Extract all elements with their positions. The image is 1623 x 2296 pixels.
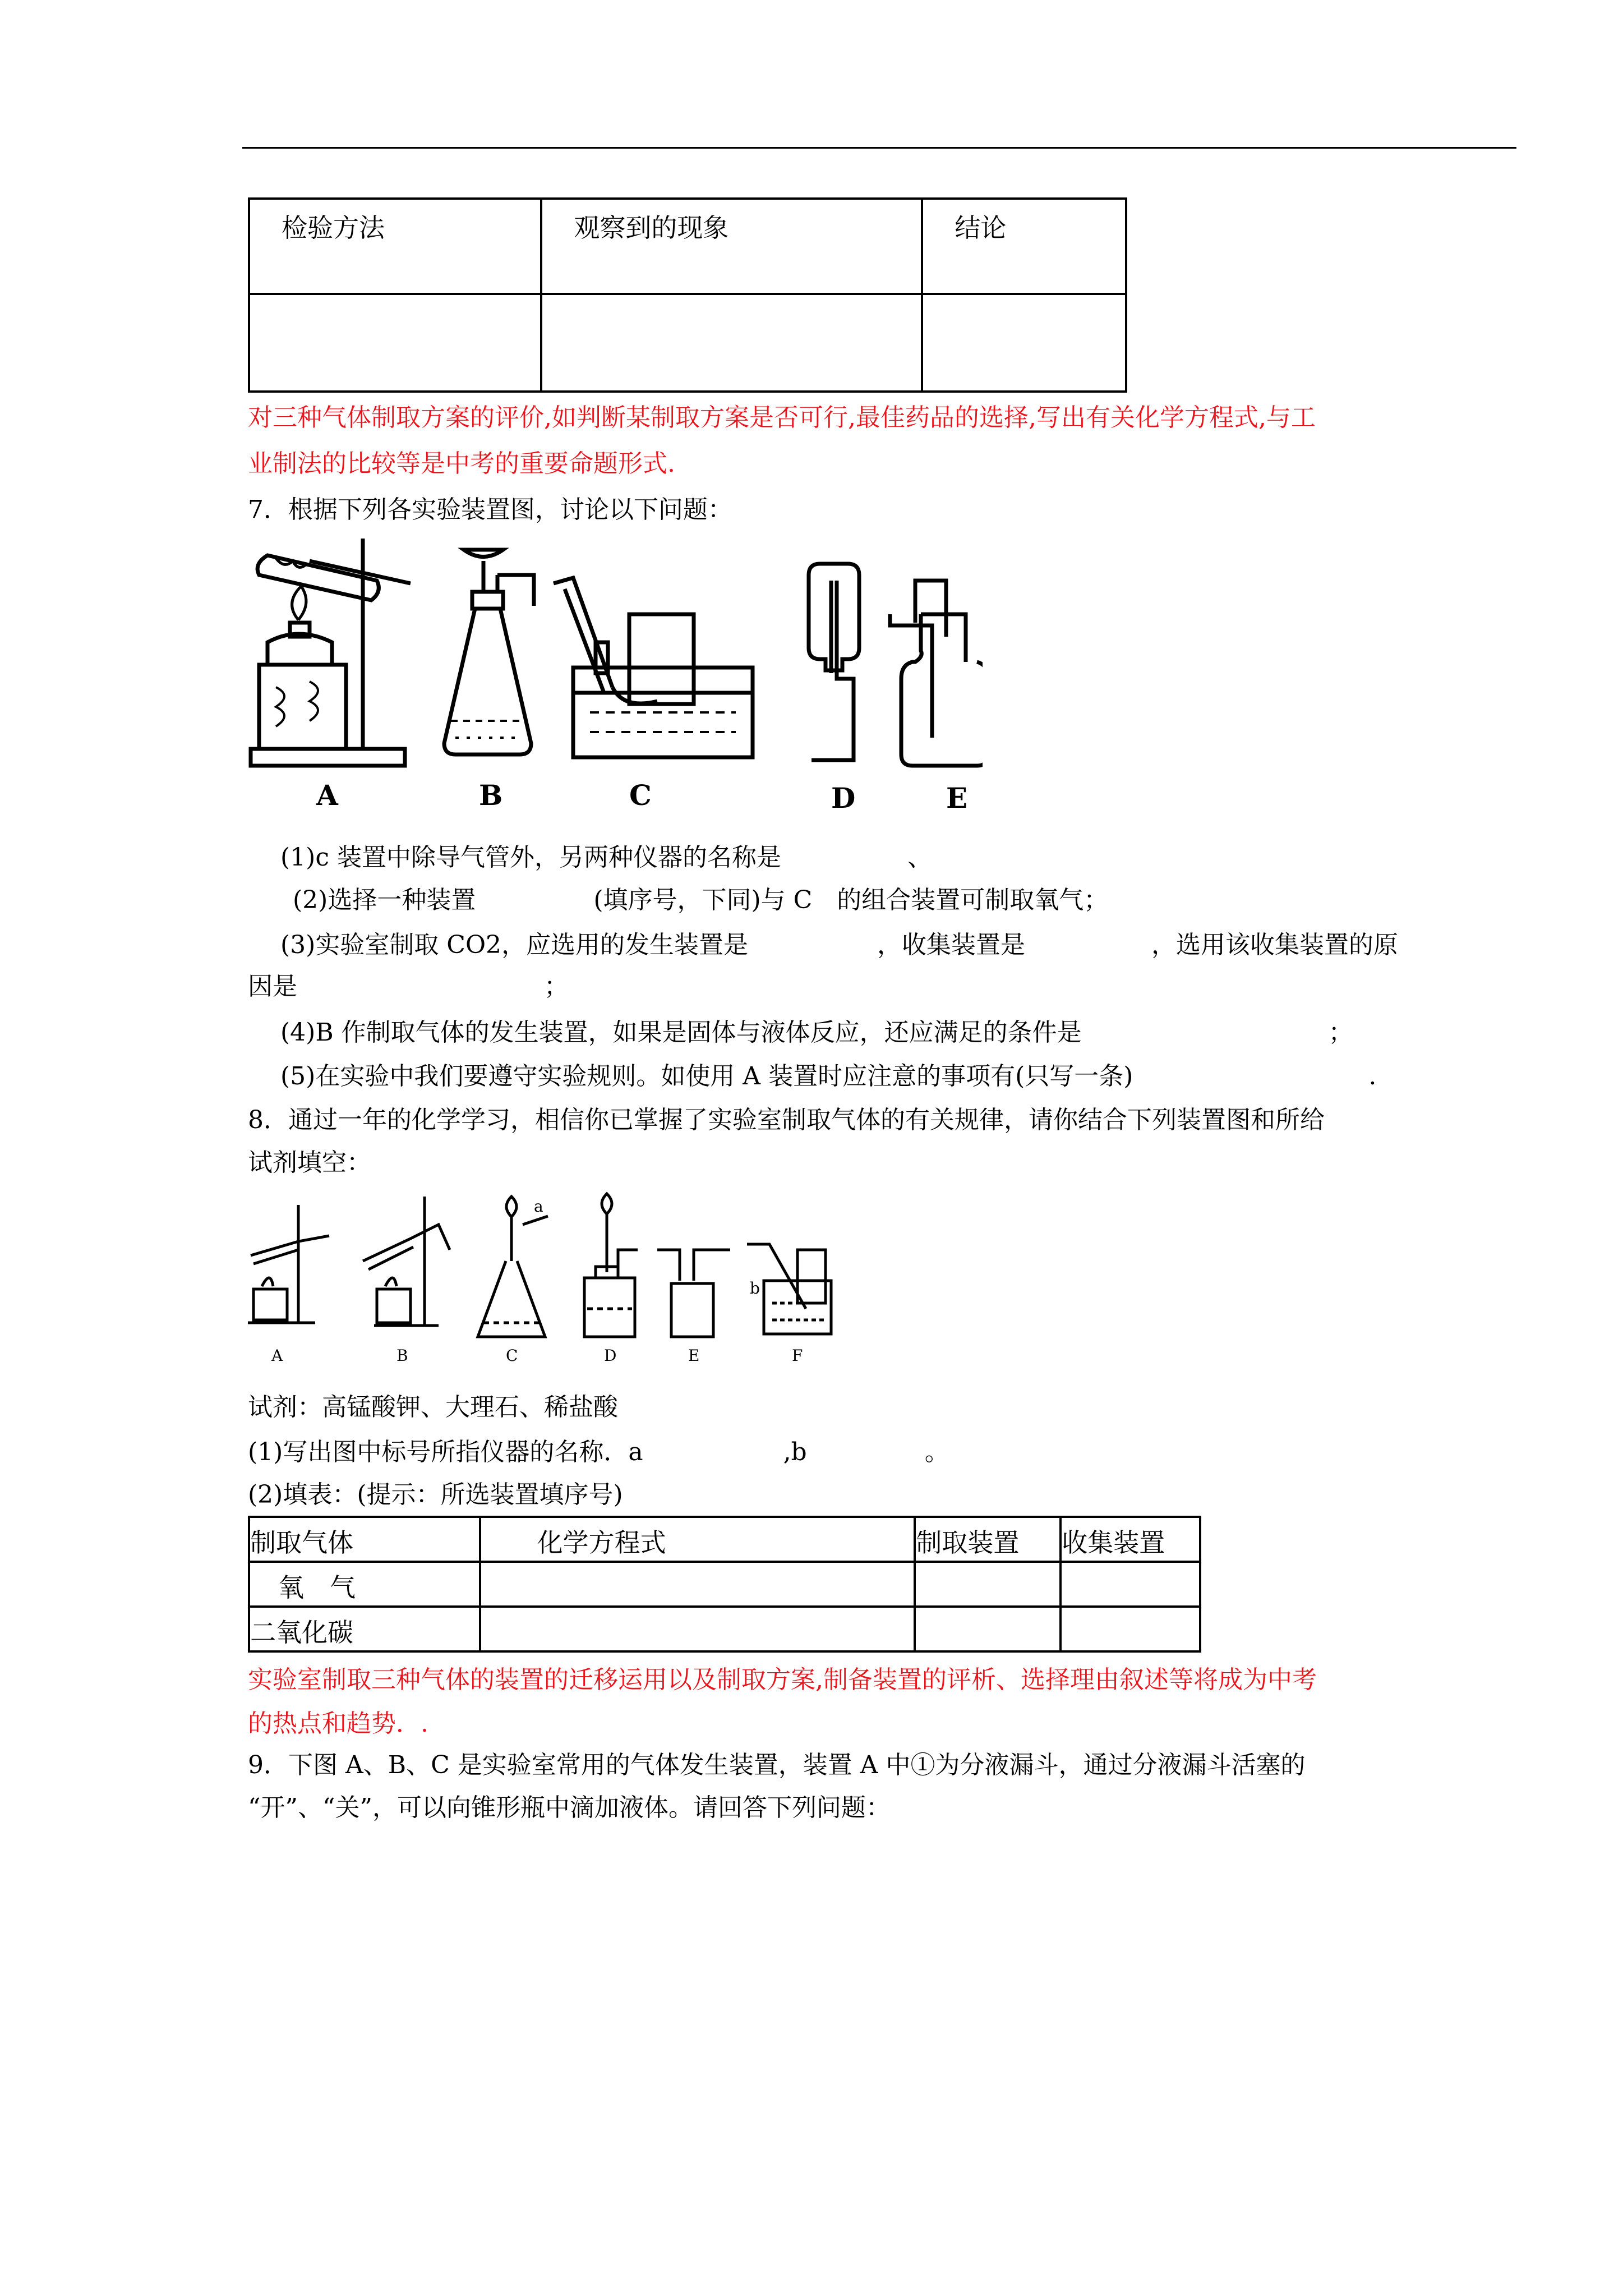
- table2-cell: [915, 1607, 1061, 1651]
- q8-apparatus-figure: [242, 1182, 870, 1373]
- table2-row-oxygen: 氧 气: [249, 1562, 480, 1607]
- q8-mark-a: a: [534, 1197, 543, 1216]
- note1-line2: 业制法的比较等是中考的重要命题形式.: [248, 449, 675, 478]
- q8-label-b: B: [396, 1346, 408, 1365]
- table1-cell: [249, 294, 541, 392]
- table2-header-generator: 制取装置: [915, 1517, 1061, 1562]
- q8-subq1: (1)写出图中标号所指仪器的名称．a ,b 。: [248, 1438, 949, 1466]
- q8-title-line1: 8．通过一年的化学学习，相信你已掌握了实验室制取气体的有关规律，请你结合下列装置图和所给: [248, 1106, 1325, 1134]
- table1-header-method: 检验方法: [249, 199, 541, 294]
- q7-subq2: (2)选择一种装置 (填序号，下同)与 C 的组合装置可制取氧气；: [293, 886, 1109, 914]
- q7-subq5: (5)在实验中我们要遵守实验规则。如使用 A 装置时应注意的事项有(只写一条) .: [280, 1062, 1377, 1091]
- gas-preparation-table: [248, 1516, 1201, 1653]
- apparatus-a: [251, 539, 411, 766]
- q7-subq1: (1)c 装置中除导气管外，另两种仪器的名称是 、: [280, 843, 932, 872]
- apparatus-c: [554, 578, 753, 757]
- table2-cell: [480, 1607, 915, 1651]
- table1-header-phenomenon: 观察到的现象: [541, 199, 922, 294]
- apparatus-d: [809, 564, 859, 760]
- table1-cell: [541, 294, 922, 392]
- q8-subq2: (2)填表：(提示：所选装置填序号): [248, 1480, 623, 1509]
- table1-header-conclusion: 结论: [922, 199, 1126, 294]
- table2-row-co2: 二氧化碳: [249, 1607, 480, 1651]
- apparatus-e: [890, 581, 983, 766]
- q8-label-e: E: [688, 1346, 700, 1365]
- q9-line2: “开”、“关”，可以向锥形瓶中滴加液体。请回答下列问题：: [248, 1793, 891, 1822]
- q7-label-d: D: [831, 781, 856, 815]
- q8-reagents: 试剂：高锰酸钾、大理石、稀盐酸: [248, 1393, 618, 1421]
- apparatus-a: [248, 1205, 329, 1323]
- q8-mark-b: b: [750, 1279, 760, 1297]
- q9-line1: 9．下图 A、B、C 是实验室常用的气体发生装置，装置 A 中①为分液漏斗，通过分液漏斗活塞的: [248, 1751, 1306, 1779]
- table1-cell: [922, 294, 1126, 392]
- q7-label-b: B: [479, 779, 503, 812]
- header-rule: [242, 147, 1516, 149]
- q8-label-c: C: [506, 1346, 518, 1365]
- table2-cell: [915, 1562, 1061, 1607]
- q7-subq3-cont: 因是 ；: [248, 972, 569, 1001]
- q7-title: 7．根据下列各实验装置图，讨论以下问题：: [248, 495, 732, 524]
- test-method-table: [248, 197, 1127, 393]
- note1-line1: 对三种气体制取方案的评价,如判断某制取方案是否可行,最佳药品的选择,写出有关化学方程式,与工: [248, 403, 1316, 432]
- table2-header-gas: 制取气体: [249, 1517, 480, 1562]
- table2-header-collector: 收集装置: [1061, 1517, 1200, 1562]
- table2-cell: [1061, 1562, 1200, 1607]
- q7-apparatus-figure: [242, 524, 983, 827]
- apparatus-d: [584, 1194, 638, 1337]
- apparatus-b: [444, 550, 534, 754]
- q7-subq3: (3)实验室制取 CO2，应选用的发生装置是 ，收集装置是 ，选用该收集装置的原: [280, 931, 1399, 959]
- q8-label-f: F: [792, 1346, 803, 1365]
- table2-header-equation: 化学方程式: [480, 1517, 915, 1562]
- apparatus-c: [478, 1197, 548, 1337]
- q8-label-d: D: [604, 1346, 617, 1365]
- table2-cell: [480, 1562, 915, 1607]
- note2-line1: 实验室制取三种气体的装置的迁移运用以及制取方案,制备装置的评析、选择理由叙述等将成为中考: [248, 1665, 1317, 1694]
- q7-subq4: (4)B 作制取气体的发生装置，如果是固体与液体反应，还应满足的条件是 ；: [280, 1018, 1353, 1047]
- q8-title-line2: 试剂填空：: [248, 1148, 371, 1177]
- apparatus-b: [363, 1197, 450, 1326]
- table2-cell: [1061, 1607, 1200, 1651]
- q7-label-e: E: [946, 781, 968, 815]
- q8-label-a: A: [271, 1346, 283, 1365]
- note2-line2: 的热点和趋势．.: [248, 1709, 428, 1738]
- q7-label-c: C: [629, 779, 652, 812]
- q7-label-a: A: [316, 779, 338, 812]
- apparatus-e: [657, 1250, 730, 1337]
